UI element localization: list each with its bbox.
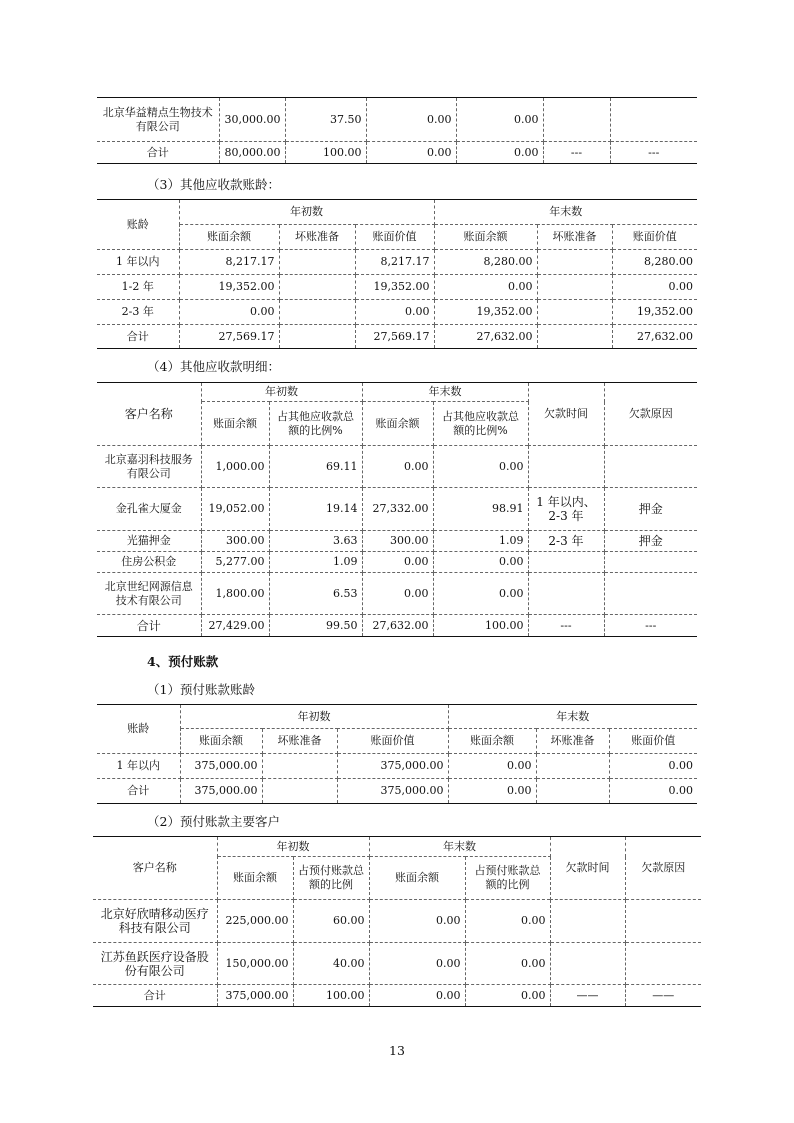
table-row: 光猫押金 300.00 3.63 300.00 1.09 2-3 年 押金 xyxy=(97,531,697,552)
other-receivables-detail-table xyxy=(97,382,697,637)
table-row: 1-2 年 19,352.00 19,352.00 0.00 0.00 xyxy=(97,275,697,300)
table-row: 北京好欣晴移动医疗科技有限公司 225,000.00 60.00 0.00 0.00 xyxy=(93,900,701,943)
table-row: 北京嘉羽科技服务有限公司 1,000.00 69.11 0.00 0.00 xyxy=(97,446,697,488)
header-row: 账面余额 坏账准备 账面价值 账面余额 坏账准备 账面价值 xyxy=(97,225,697,250)
table-row: 1 年以内 8,217.17 8,217.17 8,280.00 8,280.00 xyxy=(97,250,697,275)
table-row: 2-3 年 0.00 0.00 19,352.00 19,352.00 xyxy=(97,300,697,325)
page-number: 13 xyxy=(389,1043,405,1058)
section4-title: （4）其他应收款明细： xyxy=(147,359,280,374)
prepayments-heading: 4、预付账款 xyxy=(147,654,219,669)
section3-title: （3）其他应收款账龄： xyxy=(147,177,280,192)
table-row: 住房公积金 5,277.00 1.09 0.00 0.00 xyxy=(97,552,697,573)
other-receivables-aging-table xyxy=(97,199,697,349)
header-row: 客户名称 年初数 年末数 欠款时间 欠款原因 xyxy=(97,383,697,402)
header-row: 账龄 年初数 年末数 xyxy=(97,200,697,225)
sub2-title: （2）预付账款主要客户 xyxy=(147,814,280,829)
prepayments-aging-table xyxy=(97,704,697,804)
header-row: 账面余额 坏账准备 账面价值 账面余额 坏账准备 账面价值 xyxy=(97,729,697,754)
table-row: 北京世纪网源信息技术有限公司 1,800.00 6.53 0.00 0.00 xyxy=(97,573,697,615)
header-row: 客户名称 年初数 年末数 欠款时间 欠款原因 xyxy=(93,837,701,857)
table-row: 1 年以内 375,000.00 375,000.00 0.00 0.00 xyxy=(97,754,697,779)
receivables-continuation-table xyxy=(97,97,697,164)
total-row: 合计 375,000.00 375,000.00 0.00 0.00 xyxy=(97,779,697,804)
header-row: 账面余额 占预付账款总额的比例 账面余额 占预付账款总额的比例 xyxy=(93,857,701,900)
header-row: 账面余额 占其他应收款总额的比例% 账面余额 占其他应收款总额的比例% xyxy=(97,402,697,446)
sub1-title: （1）预付账款账龄 xyxy=(147,682,255,697)
table-row: 江苏鱼跃医疗设备股份有限公司 150,000.00 40.00 0.00 0.00 xyxy=(93,943,701,985)
total-row: 合计 27,569.17 27,569.17 27,632.00 27,632.00 xyxy=(97,325,697,349)
customer-name-cell: 北京华益精点生物技术有限公司 xyxy=(97,98,219,142)
table-row: 北京华益精点生物技术有限公司 30,000.00 37.50 0.00 0.00 xyxy=(97,98,697,142)
header-row: 账龄 年初数 年末数 xyxy=(97,705,697,729)
prepayments-customers-table xyxy=(93,836,701,1007)
total-row: 合计 80,000.00 100.00 0.00 0.00 --- --- xyxy=(97,142,697,164)
table-row: 金孔雀大厦金 19,052.00 19.14 27,332.00 98.91 1 年以内、2-3 年 押金 xyxy=(97,488,697,531)
total-row: 合计 27,429.00 99.50 27,632.00 100.00 --- --- xyxy=(97,615,697,637)
total-row: 合计 375,000.00 100.00 0.00 0.00 —— —— xyxy=(93,985,701,1007)
